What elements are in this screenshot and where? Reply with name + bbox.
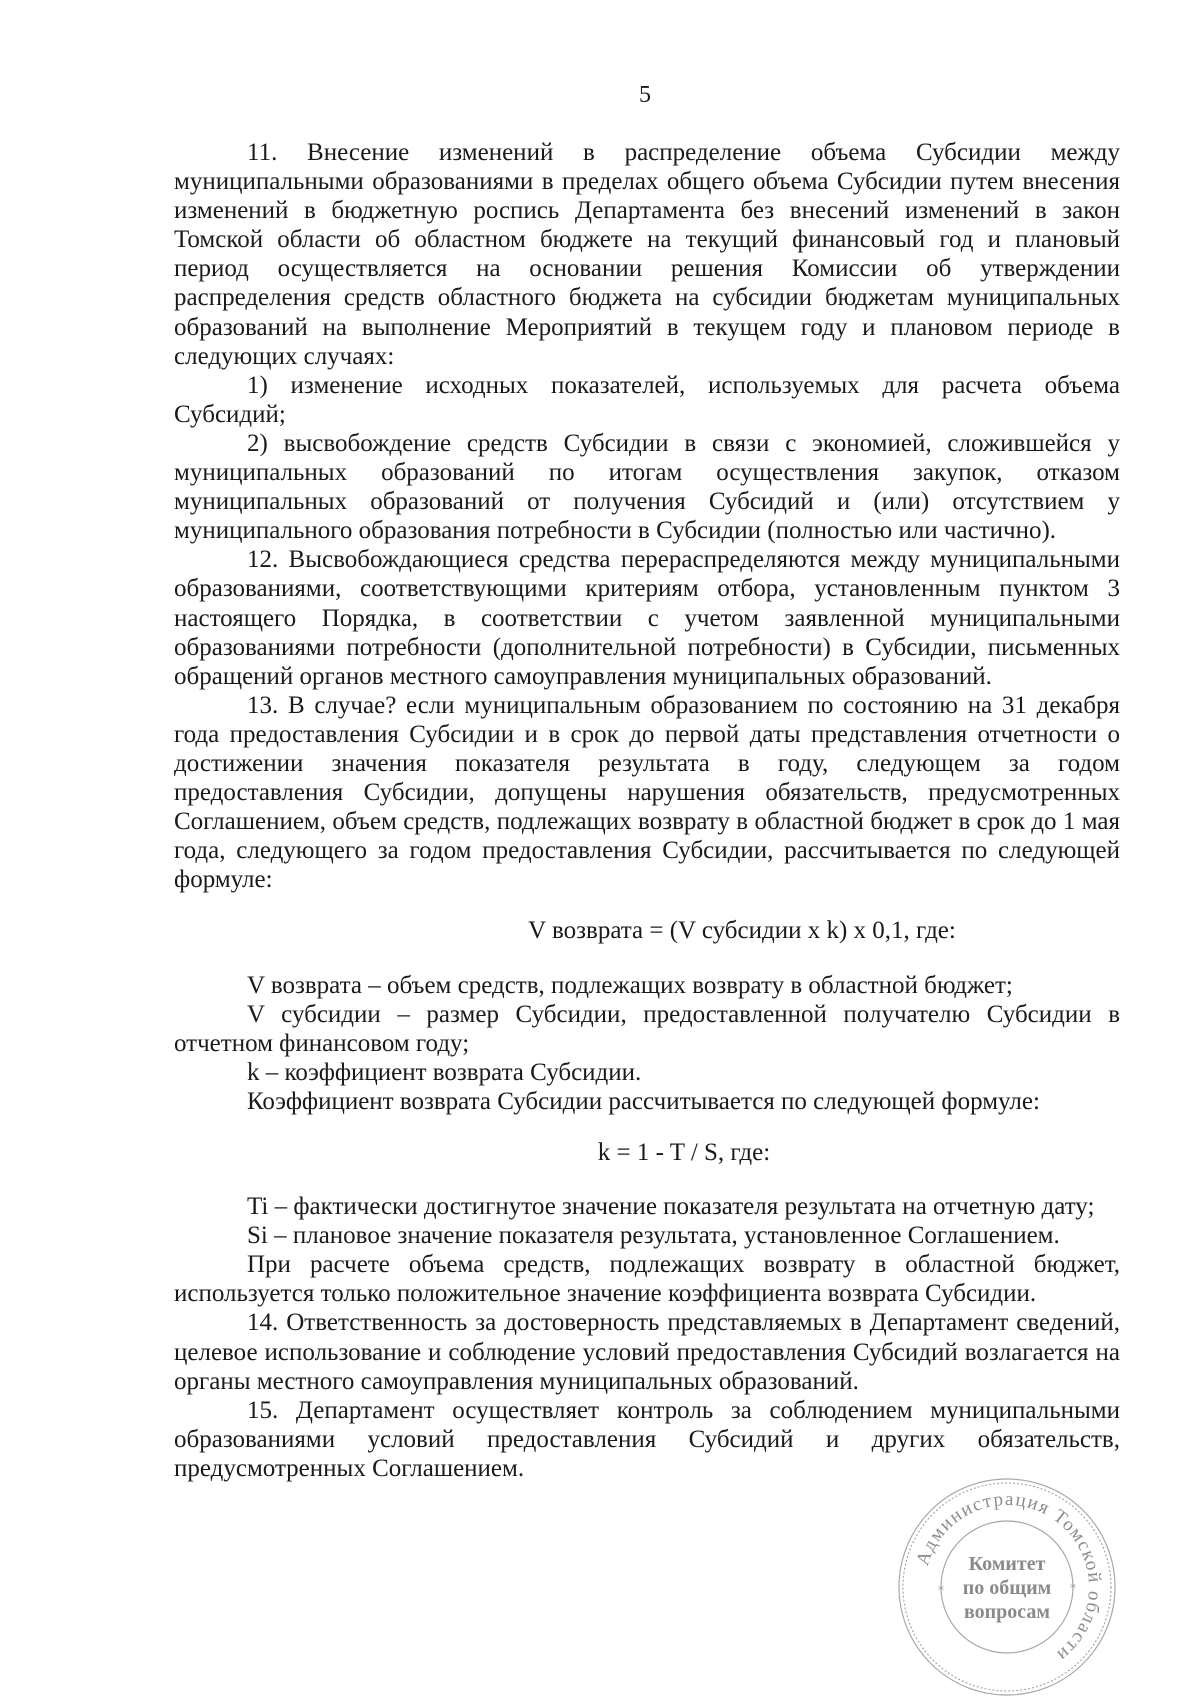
definition-v-return: V возврата – объем средств, подлежащих возврату в областной бюджет; — [247, 971, 1013, 999]
paragraph-15: 15. Департамент осуществляет контроль за соблюдением муниципальными образованиями условий предоставления Субсидий и других обязательств, предусмотренных Соглашением. — [174, 1396, 1120, 1482]
seal-ring-text: Администрация Томской области — [912, 1488, 1106, 1667]
paragraph-13: 13. В случае? если муниципальным образованием по состоянию на 31 декабря года предоставления Субсидии и в срок до первой даты представления отчетности о достижении значения показателя результата в году, следующем за годом предоставления Субсидии, допущены нарушения обязательств, предусмотренных Соглашением, объем средств, подлежащих возврату в областной бюджет в срок до 1 мая года, следующего за годом предоставления Субсидии, рассчитывается по следующей формуле: — [174, 691, 1120, 894]
coefficient-formula: k = 1 - T / S, где: — [597, 1139, 771, 1166]
svg-text:*: * — [1070, 1581, 1076, 1595]
page-number: 5 — [639, 82, 651, 108]
seal-line-2: по общим — [962, 1577, 1052, 1599]
document-body — [174, 138, 1120, 1483]
official-seal — [894, 1474, 1120, 1700]
calculation-note: При расчете объема средств, подлежащих возврату в областной бюджет, используется только положительное значение коэффициента возврата Субсидии. — [174, 1251, 1120, 1308]
list-item-1: 1) изменение исходных показателей, используемых для расчета объема Субсидий; — [174, 371, 1120, 428]
definition-ti: Ti – фактически достигнутое значение показателя результата на отчетную дату; — [247, 1193, 1095, 1221]
seal-line-3: вопросам — [963, 1601, 1051, 1623]
seal-line-1: Комитет — [968, 1553, 1046, 1575]
definition-k: k – коэффициент возврата Субсидии. — [247, 1058, 642, 1086]
paragraph-11: 11. Внесение изменений в распределение объема Субсидии между муниципальными образованиями в пределах общего объема Субсидии путем внесения изменений в бюджетную роспись Департамента без внесений изменений в закон Томской области об областном бюджете на текущий финансовый год и плановый период осуществляется на основании решения Комиссии об утверждении распределения средств областного бюджета на субсидии бюджетам муниципальных образований на выполнение Мероприятий в текущем году и плановом периоде в следующих случаях: — [174, 139, 1120, 370]
coefficient-intro: Коэффициент возврата Субсидии рассчитывается по следующей формуле: — [247, 1087, 1040, 1115]
return-volume-formula: V возврата = (V субсидии x k) x 0,1, где: — [528, 917, 956, 945]
list-item-2: 2) высвобождение средств Субсидии в связи с экономией, сложившейся у муниципальных образований по итогам осуществления закупок, отказом муниципальных образований от получения Субсидий и (или) отсутствием у муниципального образования потребности в Субсидии (полностью или частично). — [174, 429, 1120, 545]
definition-si: Si – плановое значение показателя результата, установленное Соглашением. — [247, 1222, 1060, 1250]
svg-text:*: * — [938, 1583, 944, 1597]
paragraph-14: 14. Ответственность за достоверность представляемых в Департамент сведений, целевое использование и соблюдение условий предоставления Субсидий возлагается на органы местного самоуправления муниципальных образований. — [174, 1309, 1120, 1395]
paragraph-12: 12. Высвобождающиеся средства перераспределяются между муниципальными образованиями, соответствующими критериям отбора, установленным пунктом 3 настоящего Порядка, в соответствии с учетом заявленной муниципальными образованиями потребности (дополнительной потребности) в Субсидии, письменных обращений органов местного самоуправления муниципальных образований. — [174, 546, 1120, 690]
definition-v-subsidy: V субсидии – размер Субсидии, предоставленной получателю Субсидии в отчетном финансовом году; — [174, 1000, 1120, 1057]
